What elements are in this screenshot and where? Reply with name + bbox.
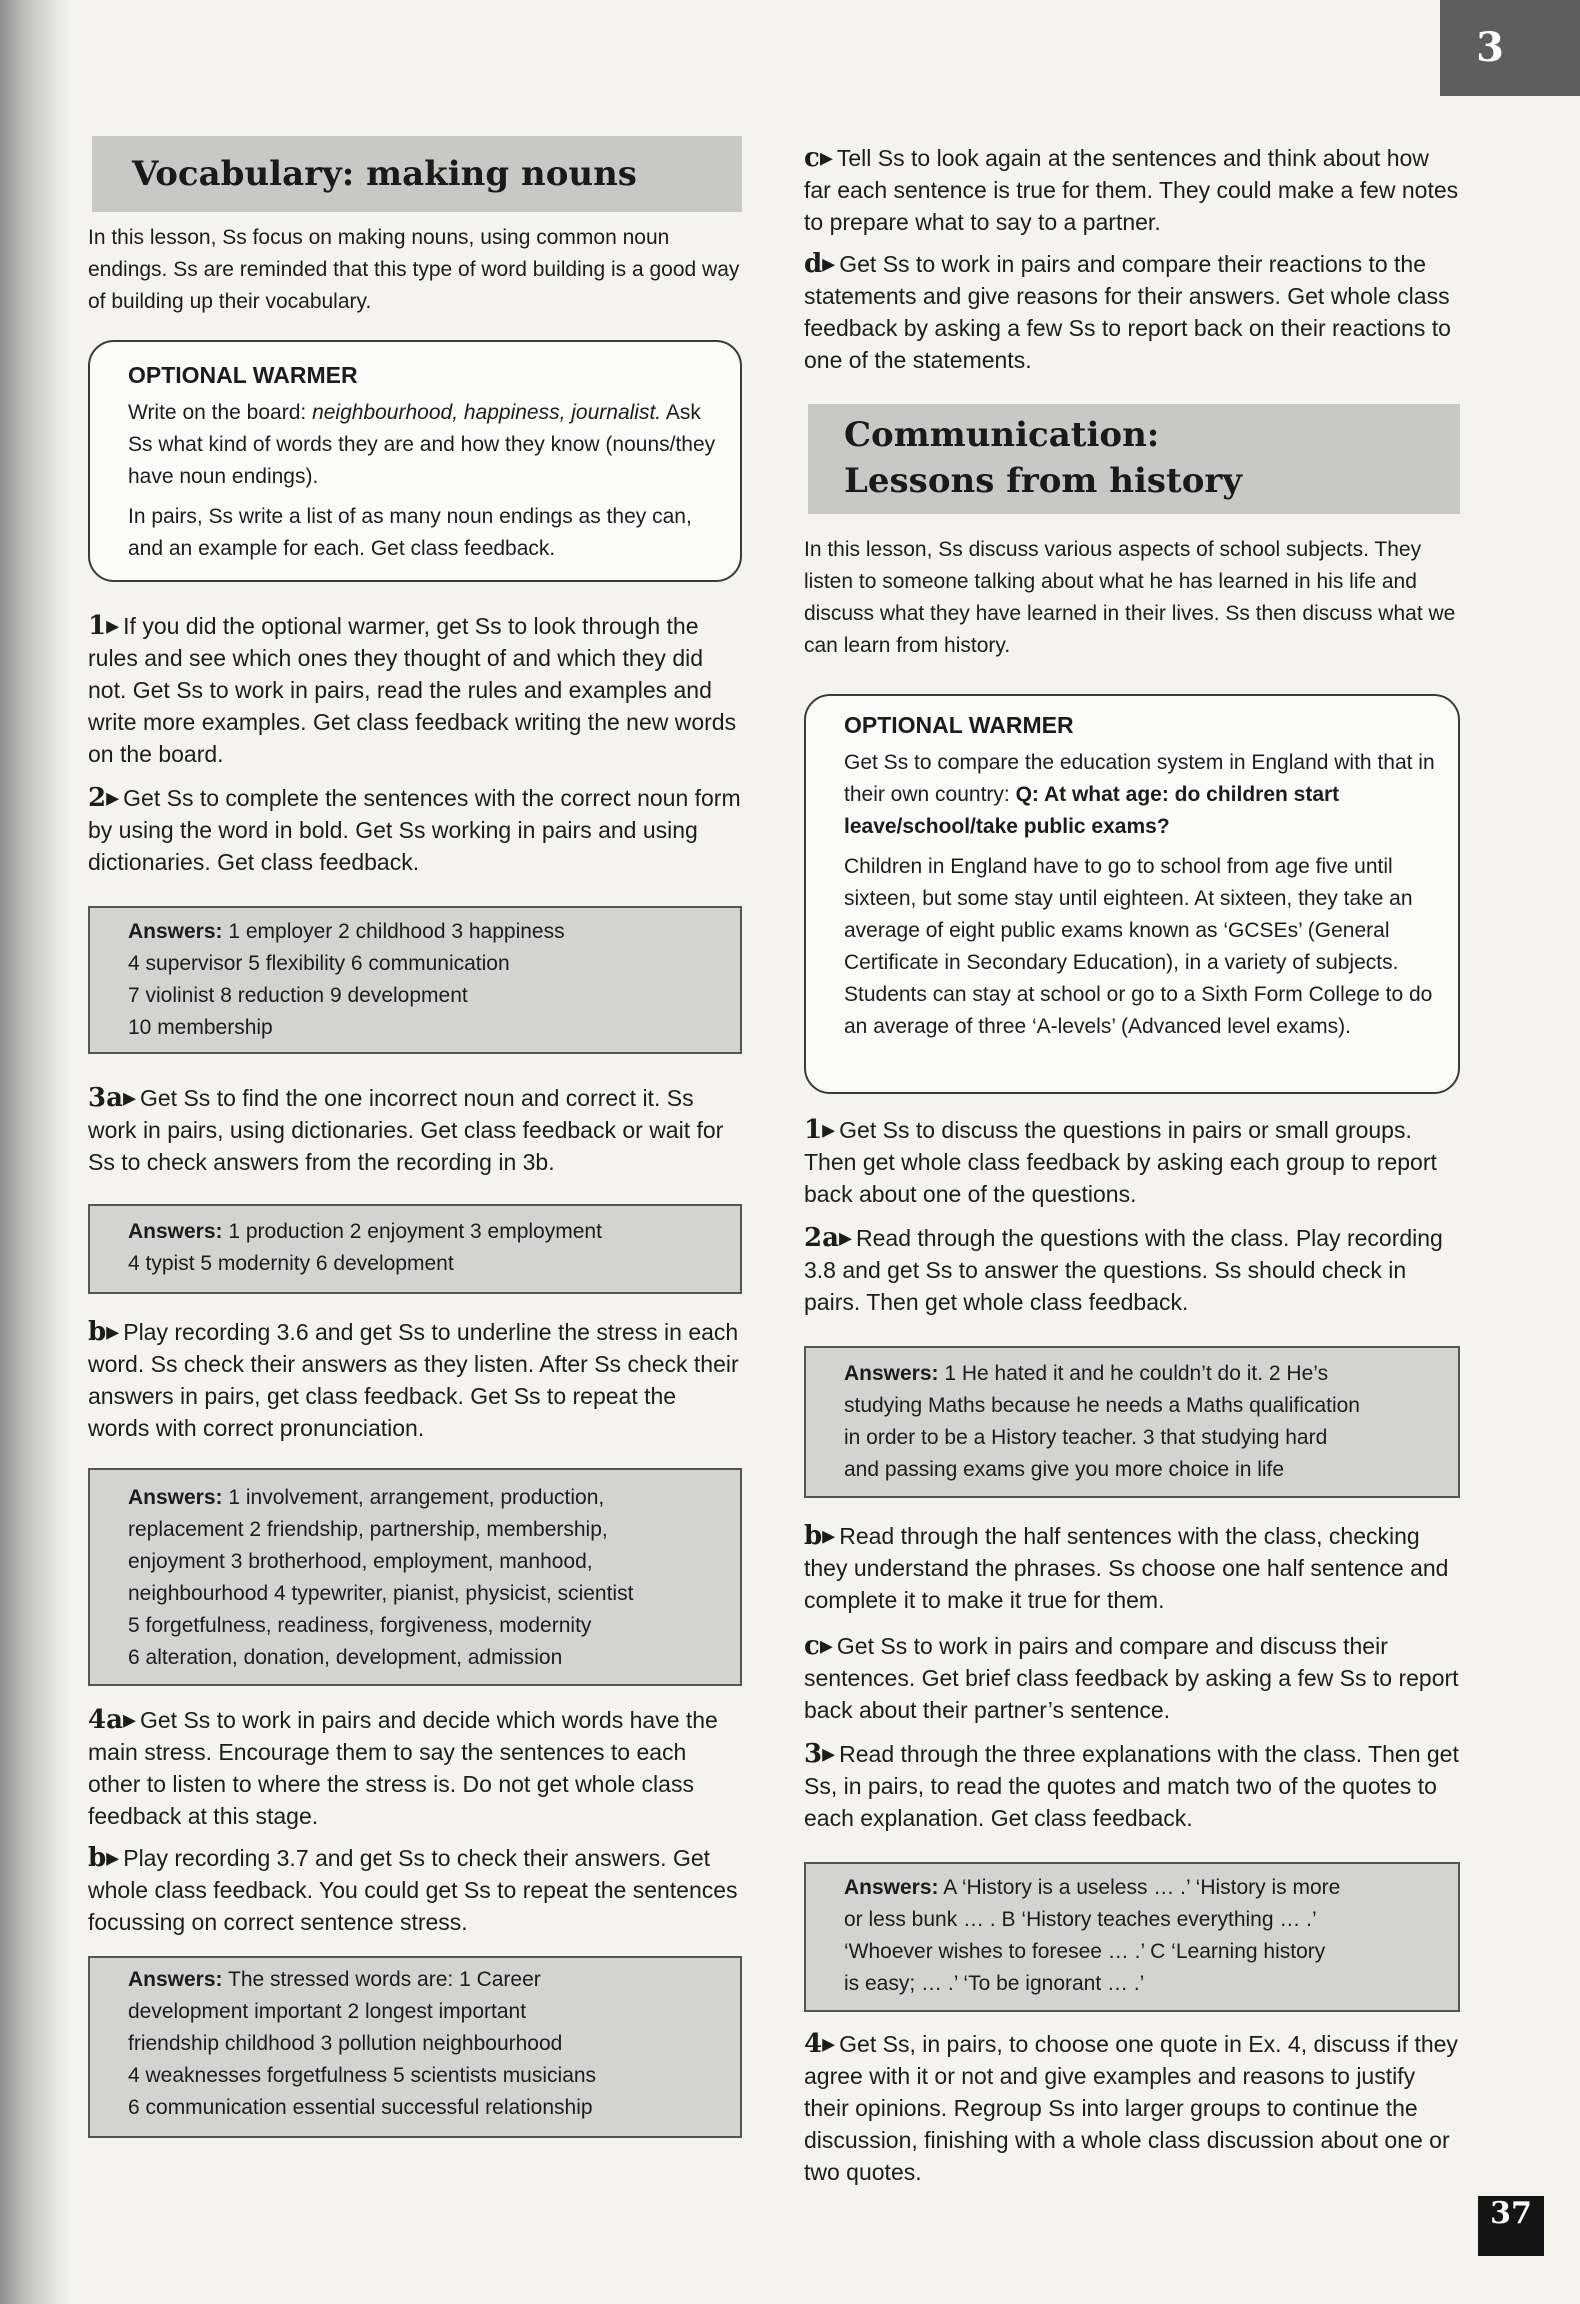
- exercise-step: 3a▸ Get Ss to find the one incorrect noun and correct it. Ss work in pairs, using dictionaries. Get class feedback or wait for Ss to check answers from the recording in 3b.: [88, 1083, 724, 1175]
- lesson-intro: In this lesson, Ss focus on making nouns, using common noun endings. Ss are reminded that this type of word building is a good way of building up their vocabulary.: [88, 226, 740, 313]
- exercise-step: b▸ Play recording 3.7 and get Ss to check their answers. Get whole class feedback. You could get Ss to repeat the sentences focussing on correct sentence stress.: [88, 1843, 738, 1935]
- optional-warmer-box: [88, 340, 742, 582]
- lesson-intro: In this lesson, Ss discuss various aspects of school subjects. They listen to someone talking about what he has learned in his life and discuss what they have learned in their lives. Ss then discuss what we can learn from history.: [804, 538, 1456, 657]
- exercise-step: b▸ Read through the half sentences with the class, checking they understand the phrases. Ss choose one half sentence and complete it to make it true for them.: [804, 1521, 1449, 1613]
- warmer-paragraph: In pairs, Ss write a list of as many noun endings as they can, and an example for each. Get class feedback.: [128, 505, 692, 560]
- answers-box: Answers: 1 involvement, arrangement, production, replacement 2 friendship, partnership, membership, enjoyment 3 brotherhood, employment, manhood, neighbourhood 4 typewriter, pianist, physicist, scientist 5 forgetfulness, readiness, forgiveness, modernity 6 alteration, donation, development, admission: [88, 1468, 742, 1686]
- exercise-step: 2▸ Get Ss to complete the sentences with the correct noun form by using the word in bold. Get Ss working in pairs and using dictionaries. Get class feedback.: [88, 783, 741, 875]
- warmer-paragraph: Get Ss to compare the education system in England with that in their own country: Q: At what age: do children start leave/school/take public exams?: [844, 751, 1435, 838]
- page-number: 37: [1478, 2196, 1544, 2256]
- exercise-step: 1▸ Get Ss to discuss the questions in pairs or small groups. Then get whole class feedback by asking each group to report back about one of the questions.: [804, 1115, 1437, 1207]
- warmer-title: OPTIONAL WARMER: [844, 712, 1074, 738]
- exercise-step: 3▸ Read through the three explanations with the class. Then get Ss, in pairs, to read the quotes and match two of the quotes to each explanation. Get class feedback.: [804, 1739, 1459, 1831]
- answers-box: Answers: 1 He hated it and he couldn’t do it. 2 He’s studying Maths because he needs a Maths qualification in order to be a History teacher. 3 that studying hard and passing exams give you more choice in life: [804, 1346, 1460, 1498]
- answers-box: Answers: A ‘History is a useless … .’ ‘History is more or less bunk … . B ‘History teaches everything … .’ ‘Whoever wishes to foresee … .’ C ‘Learning history is easy; … .’ ‘To be ignorant … .’: [804, 1862, 1460, 2012]
- answers-box: Answers: The stressed words are: 1 Career development important 2 longest important friendship childhood 3 pollution neighbourhood 4 weaknesses forgetfulness 5 scientists musicians 6 communication essential successful relationship: [88, 1956, 742, 2138]
- exercise-step: 4▸ Get Ss, in pairs, to choose one quote in Ex. 4, discuss if they agree with it or not and give examples and reasons to justify their opinions. Regroup Ss into larger groups to continue the discussion, finishing with a whole class discussion about one or two quotes.: [804, 2029, 1458, 2185]
- exercise-step: c▸ Get Ss to work in pairs and compare and discuss their sentences. Get brief class feedback by asking a few Ss to report back about their partner’s sentence.: [804, 1631, 1459, 1723]
- exercise-step: 1▸ If you did the optional warmer, get Ss to look through the rules and see which ones they thought of and which they did not. Get Ss to work in pairs, read the rules and examples and write more examples. Get class feedback writing the new words on the board.: [88, 611, 737, 767]
- section-heading-vocabulary: Vocabulary: making nouns: [92, 136, 742, 212]
- exercise-step: 4a▸ Get Ss to work in pairs and decide which words have the main stress. Encourage them to say the sentences to each other to listen to where the stress is. Do not get whole class feedback at this stage.: [88, 1705, 718, 1829]
- exercise-step: 2a▸ Read through the questions with the class. Play recording 3.8 and get Ss to answer the questions. Ss should check in pairs. Then get whole class feedback.: [804, 1223, 1443, 1315]
- warmer-paragraph: Children in England have to go to school from age five until sixteen, but some stay until eighteen. At sixteen, they take an average of eight public exams known as ‘GCSEs’ (General Certificate in Secondary Education), in a variety of subjects. Students can stay at school or go to a Sixth Form College to do an average of three ‘A-levels’ (Advanced level exams).: [844, 855, 1433, 1038]
- chapter-tab: [1440, 0, 1580, 96]
- warmer-title: OPTIONAL WARMER: [128, 362, 358, 388]
- answers-box: Answers: 1 employer 2 childhood 3 happiness 4 supervisor 5 flexibility 6 communication 7 violinist 8 reduction 9 development 10 membership: [88, 906, 742, 1054]
- exercise-step: c▸ Tell Ss to look again at the sentences and think about how far each sentence is true for them. They could make a few notes to prepare what to say to a partner.: [804, 143, 1459, 235]
- exercise-step: b▸ Play recording 3.6 and get Ss to underline the stress in each word. Ss check their answers as they listen. After Ss check their answers in pairs, get class feedback. Get Ss to repeat the words with correct pronunciation.: [88, 1317, 739, 1441]
- warmer-paragraph: Write on the board: neighbourhood, happiness, journalist. Ask Ss what kind of words they are and how they know (nouns/they have noun endings).: [128, 401, 716, 488]
- answers-box: Answers: 1 production 2 enjoyment 3 employment 4 typist 5 modernity 6 development: [88, 1204, 742, 1294]
- book-spine-shadow: [0, 0, 70, 2304]
- section-heading-communication: Communication: Lessons from history: [808, 404, 1460, 514]
- optional-warmer-box: [804, 694, 1460, 1094]
- exercise-step: d▸ Get Ss to work in pairs and compare their reactions to the statements and give reasons for their answers. Get whole class feedback by asking a few Ss to report back on their reactions to one of the statements.: [804, 249, 1451, 373]
- chapter-number: 3: [1476, 24, 1504, 71]
